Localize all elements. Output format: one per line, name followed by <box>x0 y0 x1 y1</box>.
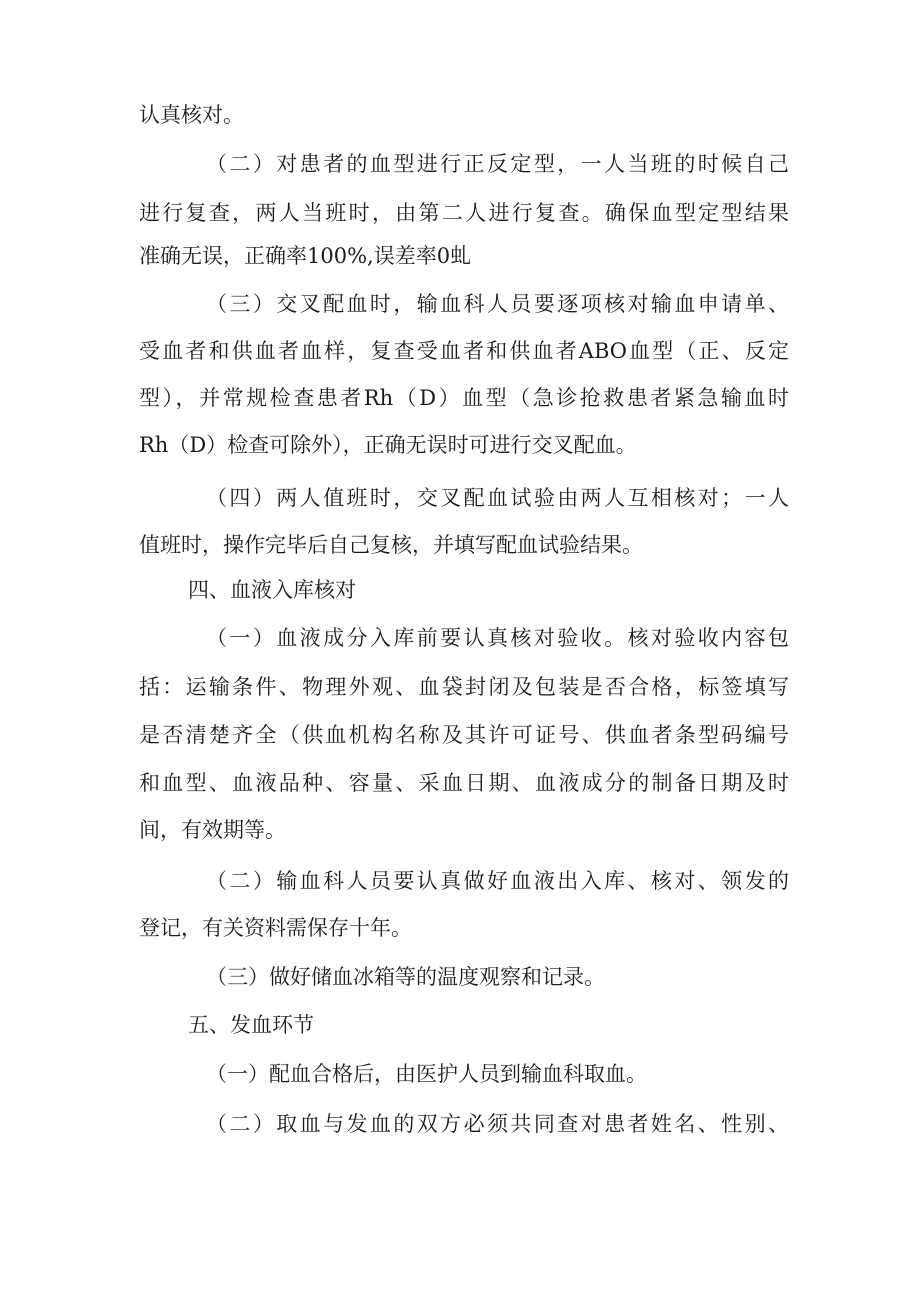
text-line: （一）配血合格后，由医护人员到输血科取血。 <box>206 1062 647 1086</box>
text-line: （三）交叉配血时，输血科人员要逐项核对输血申请单、 <box>206 292 789 316</box>
text-line: 认真核对。 <box>139 103 244 127</box>
text-line: 受血者和供血者血样，复查受血者和供血者ABO血型（正、反定 <box>139 339 789 363</box>
text-line: 型），并常规检查患者Rh（D）血型（急诊抢救患者紧急输血时 <box>139 386 789 410</box>
text-line: （三）做好储血冰箱等的温度观察和记录。 <box>206 965 605 989</box>
text-line: （四）两人值班时，交叉配血试验由两人互相核对；一人 <box>206 486 789 510</box>
text-line: 括：运输条件、物理外观、血袋封闭及包装是否合格，标签填写 <box>139 675 789 699</box>
text-line: （二）输血科人员要认真做好血液出入库、核对、领发的 <box>206 869 789 893</box>
text-line: 准确无误，正确率100%,误差率0虬 <box>139 244 472 268</box>
text-line: 和血型、血液品种、容量、采血日期、血液成分的制备日期及时 <box>139 771 789 795</box>
text-line: 间，有效期等。 <box>139 818 286 842</box>
text-line: 值班时，操作完毕后自己复核，并填写配血试验结果。 <box>139 533 643 557</box>
section-heading: 五、发血环节 <box>188 1013 314 1037</box>
text-line: 登记，有关资料需保存十年。 <box>139 916 412 940</box>
text-line: 是否清楚齐全（供血机构名称及其许可证号、供血者条型码编号 <box>139 723 789 747</box>
text-line: （二）对患者的血型进行正反定型，一人当班的时候自己 <box>206 152 789 176</box>
text-line: （一）血液成分入库前要认真核对验收。核对验收内容包 <box>206 626 789 650</box>
text-line: （二）取血与发血的双方必须共同查对患者姓名、性别、 <box>206 1112 789 1136</box>
text-line: 进行复查，两人当班时，由第二人进行复查。确保血型定型结果 <box>139 201 789 225</box>
section-heading: 四、血液入库核对 <box>188 578 356 602</box>
text-line: Rh（D）检查可除外），正确无误时可进行交叉配血。 <box>139 433 637 457</box>
